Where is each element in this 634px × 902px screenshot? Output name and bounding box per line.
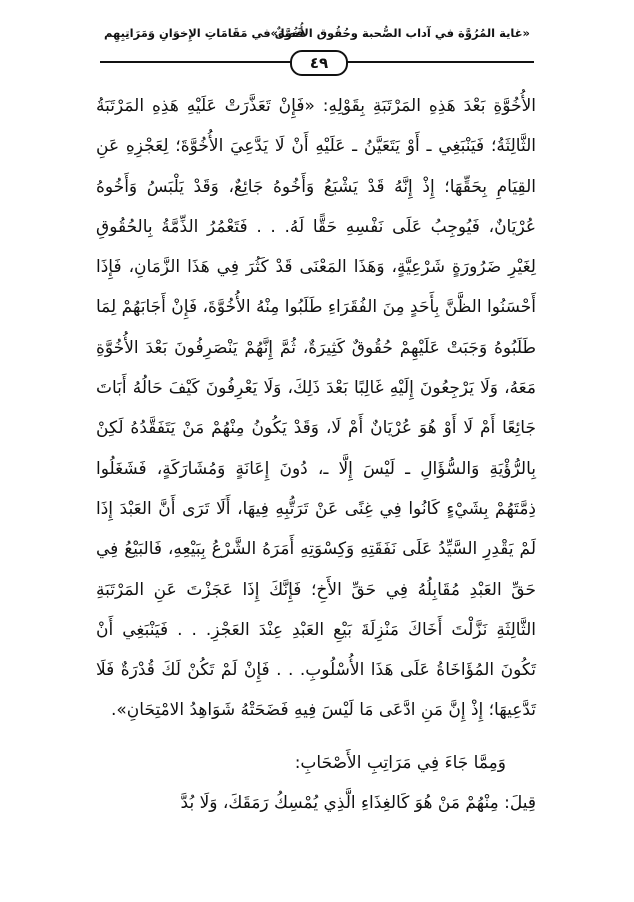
paragraph-quote: الأُخُوَّةِ بَعْدَ هَذِهِ المَرْتَبَةِ بِقَوْلِهِ: «فَإِنْ تَعَذَّرَتْ عَلَيْهِ هَذِهِ المَرْتَبَةُ الثَّالِثَةُ؛ فَيَنْبَغِي ـ أَوْ يَتَعَيَّنُ ـ عَلَيْهِ أَنْ لَا يَدَّعِيَ الأُخُوَّةَ؛ لِعَجْزِهِ عَنِ القِيَامِ بِحَقِّهَا؛ إِذْ إِنَّهُ قَدْ يَشْبَعُ وَأَخُوهُ جَائِعٌ، وَقَدْ يَلْبَسُ وَأَخُوهُ عُرْيَانٌ، فَيُوجِبُ عَلَى نَفْسِهِ حَقًّا لَهُ. . . فَتَعْمُرُ الذِّمَّةُ بِالحُقُوقِ لِغَيْرِ ضَرُورَةٍ شَرْعِيَّةٍ، وَهَذَا المَعْنَى قَدْ كَثُرَ فِي هَذَا الزَّمَانِ، فَإِذَا أَحْسَنُوا الظَّنَّ بِأَحَدٍ مِنَ الفُقَرَاءِ طَلَبُوا مِنْهُ الأُخُوَّةَ، فَإِنْ أَجَابَهُمْ لِمَا طَلَبُوهُ وَجَبَتْ عَلَيْهِمْ حُقُوقٌ كَثِيرَةٌ، ثُمَّ إِنَّهُمْ يَنْصَرِفُونَ بَعْدَ الأُخُوَّةِ مَعَهُ، وَلَا يَرْجِعُونَ إِلَيْهِ غَالِبًا بَعْدَ ذَلِكَ، وَلَا يَعْرِفُونَ كَيْفَ حَالُهُ أَبَاتَ جَائِعًا أَمْ لَا أَوْ هُوَ عُرْيَانٌ أَمْ لَا، وَقَدْ يَكُونُ مِنْهُمْ مَنْ يَتَفَقَّدُهُ لَكِنْ بِالرُّؤْيَةِ وَالسُّؤَالِ ـ لَيْسَ إِلَّا ـ، دُونَ إِعَانَةٍ وَمُشَارَكَةٍ، فَشَغَلُوا ذِمَّتَهُمْ بِشَيْءٍ كَانُوا فِي غِنًى عَنْ تَرَتُّبِهِ فِيهَا، أَلَا تَرَى أَنَّ العَبْدَ إِذَا لَمْ يَقْدِرِ السَّيِّدُ عَلَى نَفَقَتِهِ وَكِسْوَتِهِ أَمَرَهُ الشَّرْعُ بِبَيْعِهِ، فَالبَيْعُ فِي حَقِّ العَبْدِ مُقَابِلُهُ فِي حَقِّ الأَخِ؛ فَإِنَّكَ إِذَا عَجَزْتَ عَنِ المَرْتَبَةِ الثَّالِثَةِ نَزَّلْتَ أَخَاكَ مَنْزِلَةَ بَيْعِ العَبْدِ عِنْدَ العَجْزِ. . . فَيَنْبَغِي أَنْ تَكُونَ المُؤَاخَاةُ عَلَى هَذَا الأُسْلُوبِ. . . فَإِنْ لَمْ تَكُنْ لَكَ قُدْرَةٌ فَلَا تَدَّعِيهَا؛ إِذْ إِنَّ مَنِ ادَّعَى مَا لَيْسَ فِيهِ فَضَحَتْهُ شَوَاهِدُ الامْتِحَانِ». bbox=[96, 96, 536, 721]
chapter-title-header: فَصلٌ في مَقَامَاتِ الإِخوَانِ وَمَرَاتِبِهِم bbox=[104, 26, 304, 40]
running-header bbox=[104, 26, 530, 50]
paragraph-continuation: قِيلَ: مِنْهُمْ مَنْ هُوَ كَالغِذَاءِ الَّذِي يُمْسِكُ رَمَقَكَ، وَلَا بُدَّ bbox=[180, 793, 536, 814]
book-title-header: «غاية المُرُوَّة في آداب الصُّحبة وحُقُوق الأُخُوَّة» bbox=[270, 26, 530, 40]
body-text bbox=[96, 86, 536, 823]
paragraph-intro: وَمِمَّا جَاءَ فِي مَرَاتِبِ الأَصْحَابِ: bbox=[294, 752, 506, 773]
page-number: ٤٩ bbox=[290, 50, 348, 76]
paragraph-spacer bbox=[96, 731, 536, 743]
